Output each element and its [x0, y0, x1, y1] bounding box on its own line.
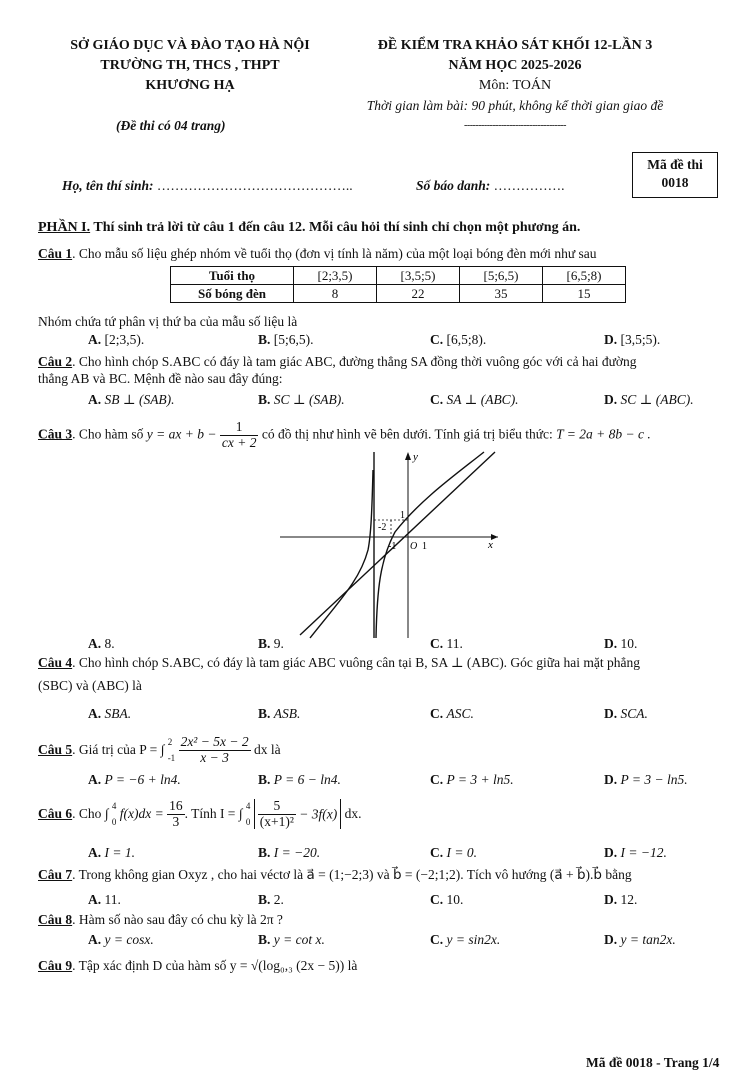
option-letter: C. [430, 845, 444, 860]
integral-lower: -1 [167, 753, 176, 763]
q6-limits-2 [246, 798, 251, 830]
option-text: y = cosx. [104, 932, 154, 947]
q8-option-c[interactable] [430, 932, 500, 948]
header-left [40, 36, 340, 96]
fraction-denominator: x − 3 [200, 749, 229, 765]
option-text: [2;3,5). [104, 332, 145, 347]
option-letter: B. [258, 892, 271, 907]
q5-option-d[interactable] [604, 772, 688, 788]
name-line [62, 178, 353, 194]
fraction-numerator: 2x² − 5x − 2 [180, 733, 249, 749]
axis-label-y: y [413, 451, 418, 463]
q2-text-1: . Cho hình chóp S.ABC có đáy là tam giác ABC, đường thẳng SA đồng thời vuông góc với cả hai đường [72, 354, 637, 369]
option-text: P = 3 − ln5. [620, 772, 688, 787]
option-text: 2. [273, 892, 284, 907]
q4-label: Câu 4 [38, 655, 73, 670]
q1-stem [38, 246, 597, 262]
option-text: y = sin2x. [446, 932, 501, 947]
q3-text-a: . Cho hàm số [72, 426, 147, 442]
q5-stem [38, 734, 281, 768]
option-letter: D. [604, 636, 618, 651]
q3-label: Câu 3 [38, 426, 73, 442]
option-letter: D. [604, 392, 618, 407]
q3-option-d[interactable] [604, 636, 637, 652]
option-letter: C. [430, 392, 444, 407]
q3-option-c[interactable] [430, 636, 463, 652]
q6-stem [38, 798, 362, 838]
q6-limits [112, 798, 117, 830]
q7-option-c[interactable] [430, 892, 463, 908]
option-letter: A. [88, 932, 102, 947]
integral-lower: 0 [111, 817, 117, 827]
option-letter: A. [88, 332, 102, 347]
q5-label: Câu 5 [38, 742, 73, 757]
exam-code-box [632, 152, 718, 198]
q8-text: . Hàm số nào sau đây có chu kỳ là 2π ? [72, 912, 283, 927]
q8-option-b[interactable] [258, 932, 325, 948]
option-letter: B. [258, 932, 271, 947]
q6-text-b: . Tính I = ∫ [184, 806, 243, 821]
option-text: 10. [620, 636, 638, 651]
q6-bracket [254, 799, 342, 830]
option-letter: B. [258, 392, 271, 407]
integral-upper: 2 [167, 737, 173, 747]
origin-label: O [410, 541, 418, 552]
integral-lower: 0 [245, 817, 251, 827]
option-text: SBA. [104, 706, 132, 721]
option-text: I = −20. [273, 845, 321, 860]
name-dots: …………………………………….. [156, 178, 353, 193]
option-text: y = tan2x. [620, 932, 676, 947]
q5-option-c[interactable] [430, 772, 514, 788]
option-text: 12. [620, 892, 638, 907]
option-letter: A. [88, 636, 102, 651]
q3-option-b[interactable] [258, 636, 284, 652]
table-cell: [5;6,5) [460, 267, 543, 285]
q4-option-c[interactable] [430, 706, 474, 722]
q1-option-a[interactable] [88, 332, 144, 348]
option-letter: D. [604, 772, 618, 787]
option-text: P = 6 − ln4. [273, 772, 341, 787]
q4-text-1: . Cho hình chóp S.ABC, có đáy là tam giác ABC vuông cân tại B, SA ⊥ (ABC). Góc giữa hai mặt phẳng [72, 655, 640, 670]
option-letter: D. [604, 706, 618, 721]
option-text: SB ⊥ (SAB). [104, 392, 175, 407]
q5-option-b[interactable] [258, 772, 341, 788]
option-text: I = 1. [104, 845, 135, 860]
fraction-denominator: 3 [172, 813, 180, 829]
q4-stem-2: (SBC) và (ABC) là [38, 678, 142, 693]
q7-option-a[interactable] [88, 892, 121, 908]
option-text: I = 0. [446, 845, 477, 860]
q2-label: Câu 2 [38, 354, 73, 369]
q1-table [170, 266, 626, 303]
q1-text: . Cho mẫu số liệu ghép nhóm về tuổi thọ (đơn vị tính là năm) của một loại bóng đèn mới như sau [72, 246, 597, 261]
sbd-label: Số báo danh: [416, 178, 491, 193]
q6-label: Câu 6 [38, 806, 73, 821]
pages-note: (Đề thi có 04 trang) [116, 118, 226, 133]
option-letter: A. [88, 892, 102, 907]
q9-text: . Tập xác định D của hàm số y = √(log₀,₃ (2x − 5)) là [72, 958, 358, 973]
name-label: Họ, tên thí sinh: [62, 178, 154, 193]
option-letter: A. [88, 845, 102, 860]
option-letter: A. [88, 392, 102, 407]
part1-title: PHẦN I. [38, 220, 91, 235]
graph-left-branch [310, 470, 373, 638]
option-text: P = 3 + ln5. [446, 772, 514, 787]
option-letter: A. [88, 706, 102, 721]
option-letter: D. [604, 332, 618, 347]
q8-option-d[interactable] [604, 932, 676, 948]
exam-code-value: 0018 [661, 175, 689, 190]
table-cell: [3,5;5) [377, 267, 460, 285]
header-dashes: ------------------------------------ [464, 120, 566, 131]
q4-stem-1 [38, 655, 640, 671]
dept-name: SỞ GIÁO DỤC VÀ ĐÀO TẠO HÀ NỘI [70, 38, 310, 53]
table-cell: [6,5;8) [543, 267, 626, 285]
option-text: 11. [104, 892, 121, 907]
q4-option-b[interactable] [258, 706, 300, 722]
q3-function: y = ax + b − [146, 426, 217, 442]
q6-inner-fraction [258, 799, 296, 830]
option-letter: C. [430, 892, 444, 907]
fraction-denominator: cx + 2 [221, 434, 257, 450]
q1-option-d[interactable] [604, 332, 660, 348]
q4-option-d[interactable] [604, 706, 648, 722]
option-text: ASB. [273, 706, 301, 721]
q9-label: Câu 9 [38, 958, 73, 973]
option-text: 10. [446, 892, 464, 907]
q7-option-d[interactable] [604, 892, 637, 908]
option-letter: D. [604, 845, 618, 860]
option-letter: C. [430, 772, 444, 787]
option-letter: B. [258, 706, 271, 721]
q6-tail: dx. [344, 806, 362, 821]
q2-stem-2: thẳng AB và BC. Mệnh đề nào sau đây đúng: [38, 371, 283, 386]
option-text: [3,5;5). [620, 332, 661, 347]
q5-fraction [179, 735, 251, 766]
option-text: 8. [104, 636, 115, 651]
exam-subject: Môn: TOÁN [478, 78, 552, 93]
school-place: KHƯƠNG HẠ [145, 78, 235, 93]
option-text: 9. [273, 636, 284, 651]
option-letter: B. [258, 845, 271, 860]
option-letter: A. [88, 772, 102, 787]
table-cell: 8 [294, 285, 377, 303]
option-text: [6,5;8). [446, 332, 487, 347]
q5-option-a[interactable] [88, 772, 181, 788]
q5-text: . Giá trị của P = ∫ [72, 742, 165, 757]
q8-stem [38, 912, 283, 928]
tick-label-x1: 1 [422, 541, 427, 552]
axis-label-x: x [488, 539, 493, 551]
q3-option-a[interactable] [88, 636, 115, 652]
q6-option-a[interactable] [88, 845, 135, 861]
school-name: TRƯỜNG TH, THCS , THPT [100, 58, 280, 73]
y-axis-arrow-icon [405, 452, 411, 460]
exam-time: Thời gian làm bài: 90 phút, không kể thời gian giao đề [366, 98, 664, 113]
q3-graph [270, 450, 500, 640]
q2-option-d[interactable] [604, 392, 694, 408]
option-text: SCA. [620, 706, 648, 721]
exam-year: NĂM HỌC 2025-2026 [448, 58, 582, 73]
table-cell: 35 [460, 285, 543, 303]
q5-tail: dx là [253, 742, 281, 757]
option-letter: C. [430, 932, 444, 947]
q8-label: Câu 8 [38, 912, 73, 927]
table-cell: Tuổi thọ [171, 267, 294, 285]
q7-stem [38, 867, 632, 883]
q7-label: Câu 7 [38, 867, 73, 882]
q1-option-b[interactable] [258, 332, 314, 348]
option-text: SC ⊥ (SAB). [273, 392, 345, 407]
option-text: 11. [446, 636, 463, 651]
part1-desc: Thí sinh trả lời từ câu 1 đến câu 12. Mỗi câu hỏi thí sinh chỉ chọn một phương án. [90, 220, 581, 235]
oblique-asymptote [300, 452, 495, 635]
q2-option-a[interactable] [88, 392, 175, 408]
option-letter: B. [258, 332, 271, 347]
q7-option-b[interactable] [258, 892, 284, 908]
option-text: SC ⊥ (ABC). [620, 392, 694, 407]
tick-label-m1: -1 [388, 541, 397, 552]
option-text: y = cot x. [273, 932, 325, 947]
tick-label-m2: -2 [378, 522, 387, 533]
q3-text-b: có đồ thị như hình vẽ bên dưới. Tính giá trị biểu thức: [258, 426, 557, 442]
q1-question: Nhóm chứa tứ phân vị thứ ba của mẫu số liệu là [38, 314, 298, 329]
q2-stem-1 [38, 354, 637, 370]
table-cell: 22 [377, 285, 460, 303]
option-text: [5;6,5). [273, 332, 314, 347]
table-row [171, 267, 626, 285]
table-cell: Số bóng đèn [171, 285, 294, 303]
q8-option-a[interactable] [88, 932, 154, 948]
option-letter: C. [430, 636, 444, 651]
option-letter: D. [604, 892, 618, 907]
option-text: I = −12. [620, 845, 667, 860]
q6-option-c[interactable] [430, 845, 477, 861]
integral-upper: 4 [245, 801, 251, 811]
option-letter: B. [258, 772, 271, 787]
q2-option-c[interactable] [430, 392, 519, 408]
q6-text-a: . Cho ∫ [72, 806, 109, 821]
sbd-line [416, 178, 565, 194]
option-letter: B. [258, 636, 271, 651]
option-letter: C. [430, 332, 444, 347]
fraction-numerator: 16 [169, 797, 183, 813]
fraction-denominator: (x+1)² [259, 813, 294, 829]
exam-code-label: Mã đề thi [647, 157, 703, 172]
sbd-dots: ……………. [493, 178, 565, 193]
q9-stem [38, 958, 357, 974]
q6-fx: f(x)dx = [119, 806, 164, 821]
q1-option-c[interactable] [430, 332, 486, 348]
table-row [171, 285, 626, 303]
part1-heading [38, 220, 580, 236]
table-cell: [2;3,5) [294, 267, 377, 285]
q7-text: . Trong không gian Oxyz , cho hai véctơ là a⃗ = (1;−2;3) và b⃗ = (−2;1;2). Tích vô hướng (a⃗ + b⃗).b⃗ bằng [72, 867, 632, 882]
fraction-numerator: 5 [258, 799, 296, 815]
fraction-numerator: 1 [220, 420, 259, 436]
header-right [330, 36, 700, 136]
option-text: ASC. [446, 706, 474, 721]
q3-fraction [220, 420, 259, 451]
q2-option-b[interactable] [258, 392, 345, 408]
q1-label: Câu 1 [38, 246, 73, 261]
q6-option-d[interactable] [604, 845, 667, 861]
option-letter: C. [430, 706, 444, 721]
q3-expression: T = 2a + 8b − c . [556, 426, 651, 442]
exam-title: ĐỀ KIỂM TRA KHẢO SÁT KHỐI 12-LẦN 3 [377, 38, 653, 53]
q6-fraction [167, 799, 185, 830]
q3-stem [38, 420, 651, 451]
integral-upper: 4 [111, 801, 117, 811]
option-text: P = −6 + ln4. [104, 772, 181, 787]
q6-bracket-tail: − 3f(x) [299, 806, 338, 821]
option-letter: D. [604, 932, 618, 947]
q4-option-a[interactable] [88, 706, 131, 722]
option-text: SA ⊥ (ABC). [446, 392, 519, 407]
table-cell: 15 [543, 285, 626, 303]
q6-option-b[interactable] [258, 845, 320, 861]
page-footer: Mã đề 0018 - Trang 1/4 [586, 1055, 720, 1070]
q5-limits [168, 734, 176, 766]
tick-label-y1: 1 [400, 510, 405, 521]
